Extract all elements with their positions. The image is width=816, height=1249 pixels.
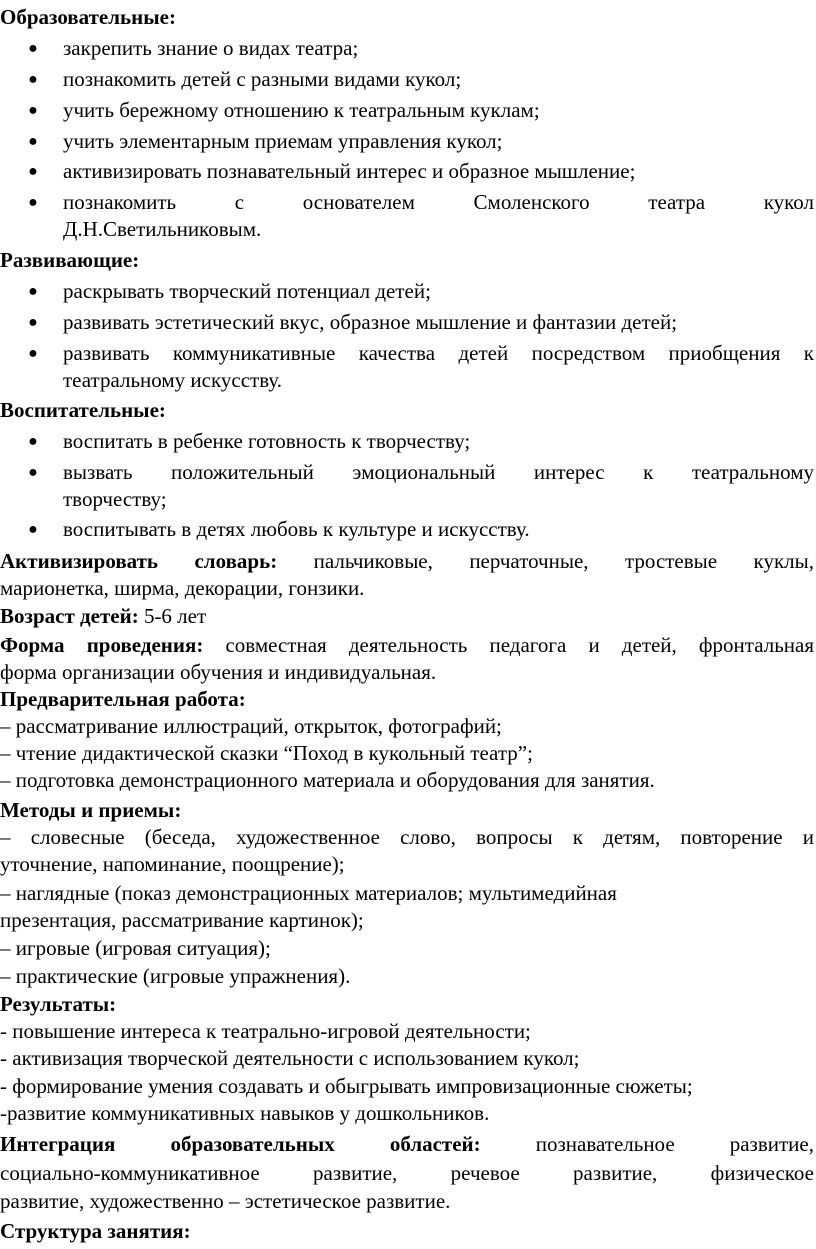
integration-text: познавательное развитие, (480, 1132, 814, 1156)
list-item: учить бережному отношению к театральным куклам; (63, 98, 540, 122)
section-heading-upbringing: Воспитательные: (0, 398, 166, 422)
bullet-icon: ● (28, 464, 38, 481)
list-item-continuation: Д.Н.Светильниковым. (63, 217, 262, 241)
form-text: совместная деятельность педагога и детей, фронтальная (203, 633, 814, 657)
bullet-icon: ● (28, 194, 38, 211)
bullet-icon: ● (28, 283, 38, 300)
list-item: познакомить детей с разными видами кукол; (63, 67, 462, 91)
results-line: - повышение интереса к театрально-игровой деятельности; (0, 1019, 531, 1043)
bullet-icon: ● (28, 314, 38, 331)
bullet-icon: ● (28, 163, 38, 180)
results-line: -развитие коммуникативных навыков у дошкольников. (0, 1101, 490, 1125)
form-paragraph (0, 632, 814, 659)
bullet-icon: ● (28, 102, 38, 119)
bullet-icon: ● (28, 71, 38, 88)
list-item-continuation: театральному искусству. (63, 368, 283, 392)
list-item: учить элементарным приемам управления кукол; (63, 129, 503, 153)
vocabulary-text-continuation: марионетка, ширма, декорации, гонзики. (0, 576, 365, 600)
list-item: раскрывать творческий потенциал детей; (63, 279, 431, 303)
preparation-line: – подготовка демонстрационного материала и оборудования для занятия. (0, 768, 655, 792)
vocabulary-text: пальчиковые, перчаточные, тростевые куклы, (277, 549, 814, 573)
methods-line: – словесные (беседа, художественное слово, вопросы к детям, повторение и (0, 825, 814, 849)
integration-text-continuation: социально-коммуникативное развитие, речевое развитие, физическое (0, 1161, 814, 1185)
list-item-continuation: творчеству; (63, 487, 167, 511)
section-heading-structure: Структура занятия: (0, 1219, 191, 1243)
bullet-icon: ● (28, 40, 38, 57)
section-heading-preparation: Предварительная работа: (0, 687, 246, 711)
list-item: развивать коммуникативные качества детей посредством приобщения к (63, 341, 814, 365)
methods-line: – практические (игровые упражнения). (0, 964, 351, 988)
list-item: познакомить с основателем Смоленского театра кукол (63, 190, 814, 214)
results-line: - активизация творческой деятельности с использованием кукол; (0, 1046, 580, 1070)
results-line: - формирование умения создавать и обыгрывать импровизационные сюжеты; (0, 1074, 693, 1098)
section-heading-developmental: Развивающие: (0, 248, 140, 272)
section-heading-educational: Образовательные: (0, 5, 176, 29)
vocabulary-paragraph (0, 548, 814, 575)
list-item: воспитать в ребенке готовность к творчеству; (63, 429, 471, 453)
vocabulary-label: Активизировать словарь: (0, 549, 278, 573)
list-item: закрепить знание о видах театра; (63, 36, 359, 60)
integration-label: Интеграция образовательных областей: (0, 1132, 481, 1156)
form-text-continuation: форма организации обучения и индивидуальная. (0, 660, 437, 684)
list-item: вызвать положительный эмоциональный интерес к театральному (63, 460, 814, 484)
age-paragraph (0, 603, 814, 630)
list-item: воспитывать в детях любовь к культуре и искусству. (63, 517, 530, 541)
age-label: Возраст детей: (0, 604, 139, 628)
list-item: активизировать познавательный интерес и образное мышление; (63, 159, 636, 183)
section-heading-methods: Методы и приемы: (0, 798, 182, 822)
preparation-line: – рассматривание иллюстраций, открыток, фотографий; (0, 714, 502, 738)
age-value: 5-6 лет (138, 604, 207, 628)
methods-line: – наглядные (показ демонстрационных материалов; мультимедийная (0, 881, 617, 905)
bullet-icon: ● (28, 133, 38, 150)
section-heading-results: Результаты: (0, 992, 117, 1016)
preparation-line: – чтение дидактической сказки “Поход в кукольный театр”; (0, 741, 533, 765)
bullet-icon: ● (28, 345, 38, 362)
methods-line: презентация, рассматривание картинок); (0, 908, 364, 932)
bullet-icon: ● (28, 521, 38, 538)
methods-line: – игровые (игровая ситуация); (0, 936, 271, 960)
list-item: развивать эстетический вкус, образное мышление и фантазии детей; (63, 310, 678, 334)
bullet-icon: ● (28, 433, 38, 450)
methods-line: уточнение, напоминание, поощрение); (0, 852, 345, 876)
integration-text-continuation: развитие, художественно – эстетическое развитие. (0, 1189, 451, 1213)
form-label: Форма проведения: (0, 633, 204, 657)
integration-paragraph (0, 1131, 814, 1158)
